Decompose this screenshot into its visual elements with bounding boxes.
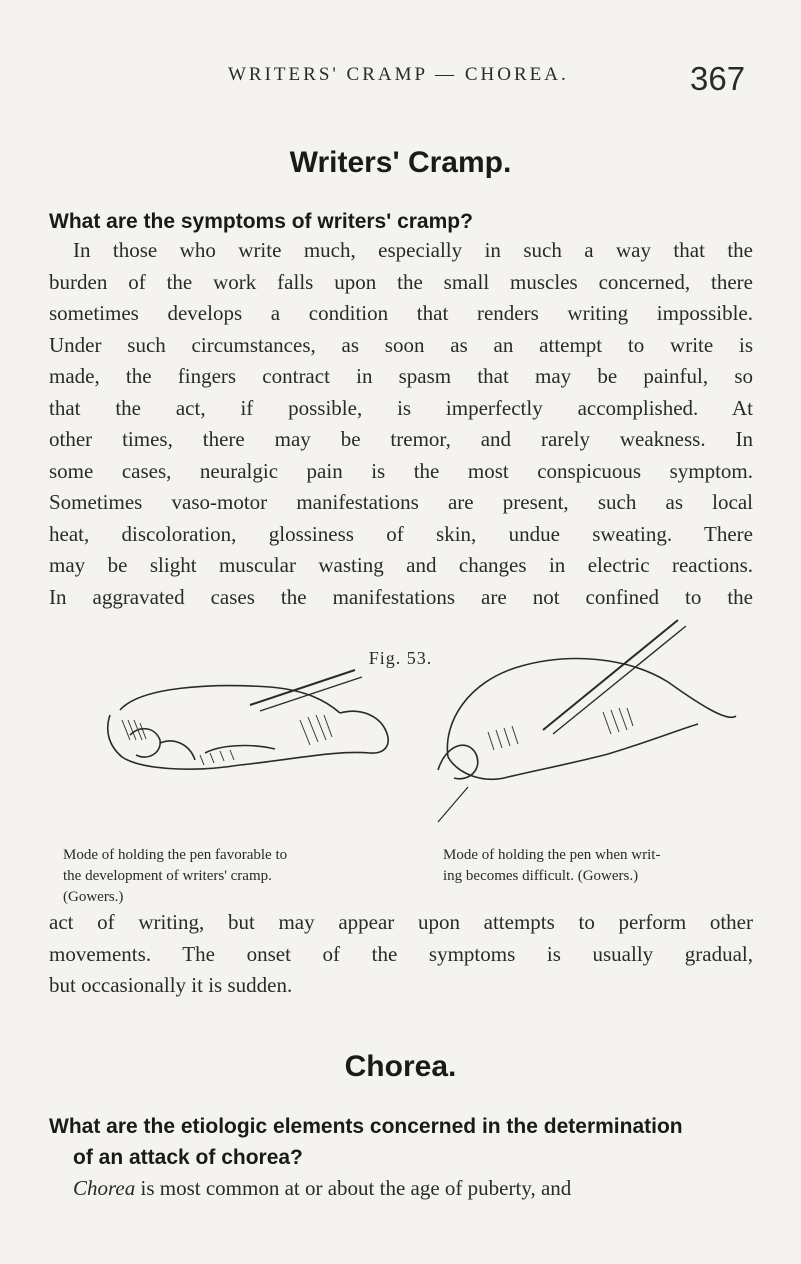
text-line: In aggravated cases the manifestations are not confined to the <box>49 584 753 609</box>
text-line: some cases, neuralgic pain is the most conspicuous symptom. <box>49 458 753 483</box>
text-line: that the act, if possible, is imperfectly accomplished. At <box>49 395 753 420</box>
text-line: may be slight muscular wasting and changes in electric reactions. <box>49 553 753 577</box>
caption-line: ing becomes difficult. (Gowers.) <box>443 868 639 884</box>
text-line: Under such circumstances, as soon as an attempt to write is <box>49 332 753 357</box>
text-line: sometimes develops a condition that renders writing impossible. <box>49 301 753 325</box>
text-fragment: is most common at or about the age of puberty, and <box>135 1176 572 1200</box>
caption-line: Mode of holding the pen favorable to <box>63 847 288 863</box>
paragraph-symptoms-continued <box>49 907 753 1002</box>
text-line: movements. The onset of the symptoms is usually gradual, <box>49 941 753 966</box>
caption-line: (Gowers.) <box>63 889 124 905</box>
paragraph-symptoms <box>49 235 753 613</box>
section-title-writers-cramp: Writers' Cramp. <box>289 146 512 179</box>
hand-illustration-right <box>428 612 748 837</box>
caption-line: the development of writers' cramp. <box>63 868 272 884</box>
italic-term: Chorea <box>73 1176 136 1200</box>
paragraph-chorea <box>49 1173 753 1205</box>
figure-caption-left <box>63 845 403 908</box>
text-line: In those who write much, especially in such a way that the <box>73 238 753 262</box>
text-line: but occasionally it is sudden. <box>49 973 293 997</box>
text-line: other times, there may be tremor, and rarely weakness. In <box>49 427 753 451</box>
text-line: made, the fingers contract in spasm that may be painful, so <box>49 364 753 388</box>
section-title-chorea: Chorea. <box>344 1050 457 1083</box>
text-line: act of writing, but may appear upon attempts to perform other <box>49 910 753 934</box>
question-chorea-etiology <box>49 1111 759 1173</box>
hand-illustration-left <box>100 665 400 775</box>
caption-line: Mode of holding the pen when writ- <box>443 847 661 863</box>
text-line: burden of the work falls upon the small muscles concerned, there <box>49 269 753 294</box>
question-line: What are the etiologic elements concerned in the determination <box>49 1115 683 1138</box>
figure-label: Fig. 53. <box>368 648 433 668</box>
figure-caption-right <box>443 845 753 887</box>
question-line: of an attack of chorea? <box>73 1146 303 1169</box>
text-line: heat, discoloration, glossiness of skin, undue sweating. There <box>49 521 753 546</box>
running-head: WRITERS' CRAMP — CHOREA. <box>228 64 569 85</box>
page-number: 367 <box>690 60 746 97</box>
text-line <box>49 1173 753 1205</box>
text-line: Sometimes vaso-motor manifestations are present, such as local <box>49 490 753 514</box>
question-symptoms: What are the symptoms of writers' cramp? <box>49 210 473 233</box>
